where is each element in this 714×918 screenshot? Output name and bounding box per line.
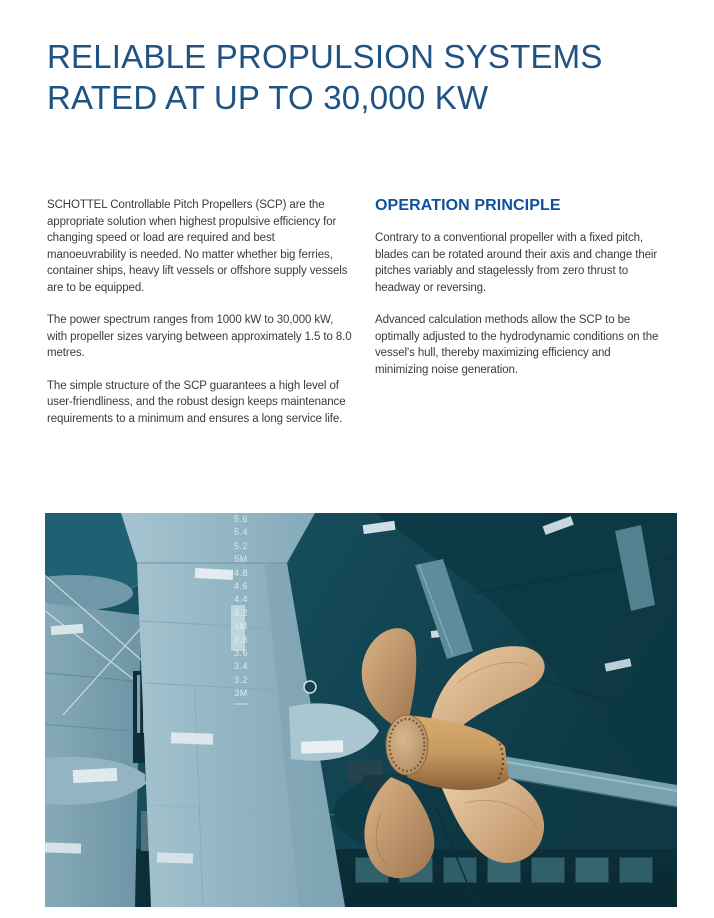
page-title-line-2: RATED AT UP TO 30,000 KW (47, 79, 489, 116)
draft-mark: 5M (234, 554, 248, 564)
intro-paragraph-2: The power spectrum ranges from 1000 kW to 30,000 kW, with propeller sizes varying between approximately 1.5 to 8.0 metres. (47, 314, 352, 359)
draft-mark: 4.2 (233, 608, 249, 618)
rudder-anode (171, 732, 213, 744)
draft-mark: 5.2 (233, 541, 249, 551)
page-title (47, 36, 603, 118)
draft-mark: 4M (234, 621, 248, 631)
bulb-anode (73, 768, 118, 783)
costa-bulb-anode (301, 740, 343, 753)
draft-mark: 3.6 (233, 648, 249, 658)
operation-principle-heading: OPERATION PRINCIPLE (375, 197, 561, 214)
drydock-propeller-photo (45, 513, 677, 907)
draft-mark: 5.4 (233, 527, 249, 537)
rudder-anode (195, 568, 233, 580)
operation-paragraph-2: Advanced calculation methods allow the SCP to be optimally adjusted to the hydrodynamic conditions on the vessel's hull, thereby maximizing efficiency and minimizing noise generation. (375, 314, 659, 376)
rudder-fitting (304, 681, 316, 693)
draft-mark: 4.8 (233, 568, 249, 578)
intro-paragraph-3: The simple structure of the SCP guarantees a high level of user-friendliness, and the robust design keeps maintenance requirements to a minimum and ensures a long service life. (47, 379, 346, 425)
scaffold-slat (137, 675, 140, 733)
draft-mark: 4.4 (233, 594, 249, 604)
keel-block (575, 857, 609, 883)
draft-mark: 4.6 (233, 581, 249, 591)
keel-block (443, 857, 477, 883)
draft-mark: 3.4 (233, 661, 249, 671)
port-rudder-body (45, 599, 141, 907)
body-columns (47, 197, 663, 443)
draft-marks (234, 514, 248, 704)
hub-face-disc (386, 715, 428, 775)
keel-block (531, 857, 565, 883)
operation-column (375, 197, 663, 443)
draft-mark: 3M (234, 688, 248, 698)
port-rudder-anode (45, 842, 81, 853)
keel-block (619, 857, 653, 883)
intro-column (47, 197, 355, 443)
intro-paragraph-1: SCHOTTEL Controllable Pitch Propellers (SCP) are the appropriate solution when highest propulsive efficiency for changing speed or load are required and best manoeuvrability is needed. No matter whether big ferries, container ships, heavy lift vessels or offshore supply vessels are to be equipped. (47, 199, 348, 294)
page-title-line-1: RELIABLE PROPULSION SYSTEMS (47, 38, 603, 75)
draft-mark: 3.2 (233, 675, 249, 685)
operation-paragraph-1: Contrary to a conventional propeller with a fixed pitch, blades can be rotated around their axis and change their pitches variably and stagelessly from zero thrust to headway or reversing. (375, 232, 658, 294)
rudder-anode (157, 852, 193, 863)
draft-mark: 3.8 (233, 635, 249, 645)
draft-mark: 5.6 (233, 514, 249, 524)
